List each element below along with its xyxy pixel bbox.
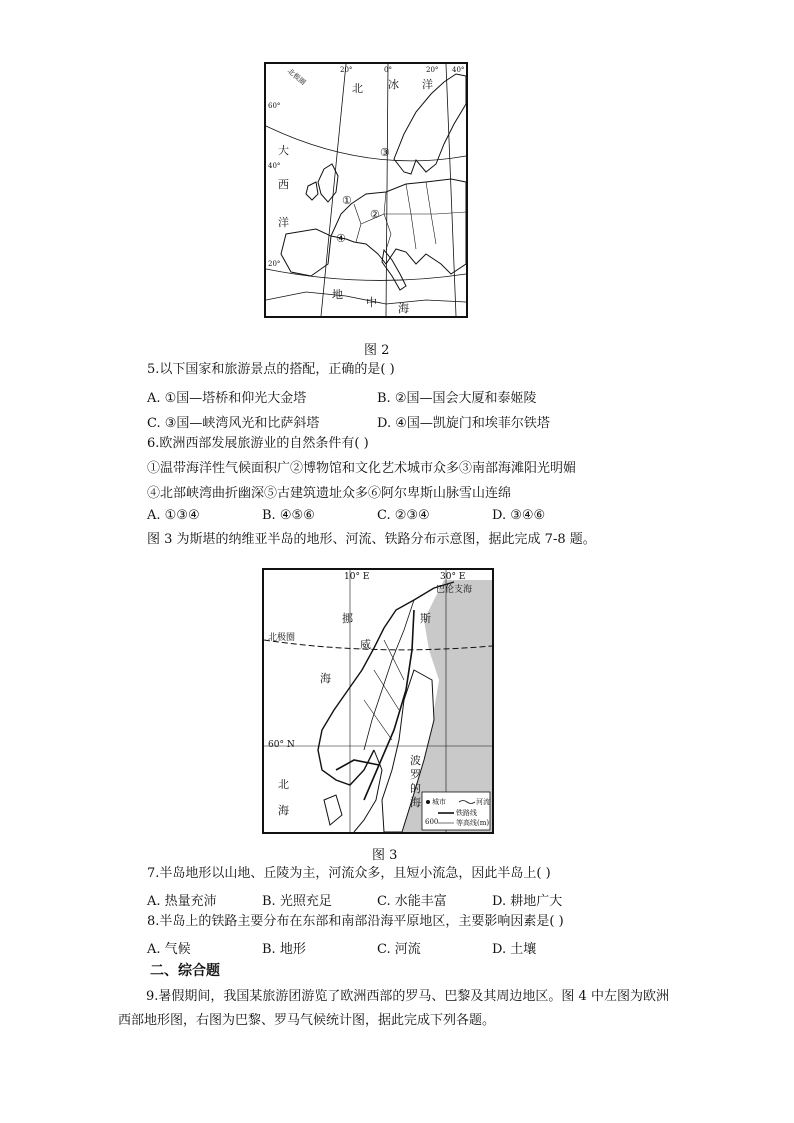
question-8-option-c[interactable]: C. 河流 [377, 942, 421, 957]
scandinavia-map-drawing [264, 570, 492, 832]
mediterranean-di-label: 地 [332, 288, 343, 301]
question-7-option-c[interactable]: C. 水能丰富 [377, 894, 447, 909]
norwegian-sea-wei-label: 威 [360, 638, 371, 651]
circle-2-label: ② [370, 208, 380, 221]
baltic-sea-hai-label: 海 [410, 796, 421, 809]
figure-3-intro: 图 3 为斯堪的纳维亚半岛的地形、河流、铁路分布示意图，据此完成 7-8 题。 [147, 532, 596, 547]
legend-city: 城市 [432, 798, 446, 806]
question-6-option-a[interactable]: A. ①③④ [147, 508, 200, 523]
europe-map-drawing [266, 64, 466, 316]
arctic-ocean-north-label: 北 [352, 82, 363, 95]
section-2-heading: 二、综合题 [150, 963, 220, 979]
question-6-items-line-1: ①温带海洋性气候面积广②博物馆和文化艺术城市众多③南部海滩阳光明媚 [147, 461, 577, 476]
question-5-stem: 5.以下国家和旅游景点的搭配，正确的是( ) [147, 362, 395, 377]
question-5-option-c[interactable]: C. ③国—峡湾风光和比萨斜塔 [147, 416, 320, 431]
arctic-circle-label-3: 北极圈 [268, 633, 296, 643]
question-7-option-a[interactable]: A. 热量充沛 [147, 894, 217, 909]
lon-20w-label: 20° [340, 66, 353, 74]
legend-contour: 等高线(m) [456, 819, 490, 827]
mediterranean-hai-label: 海 [398, 302, 409, 315]
question-7-option-d[interactable]: D. 耕地广大 [492, 894, 563, 909]
norwegian-sea-hai-label: 海 [320, 672, 331, 685]
question-6-option-b[interactable]: B. ④⑤⑥ [262, 508, 315, 523]
question-9-text: 9.暑假期间，我国某旅游团游览了欧洲西部的罗马、巴黎及其周边地区。图 4 中左图为欧洲西部地形图，右图为巴黎、罗马气候统计图，据此完成下列各题。 [118, 989, 669, 1028]
question-5-option-b[interactable]: B. ②国—国会大厦和泰姬陵 [377, 391, 537, 406]
question-6-option-d[interactable]: D. ③④⑥ [492, 508, 546, 523]
atlantic-west-label: 西 [278, 178, 289, 191]
figure-2-caption: 图 2 [364, 343, 390, 358]
baltic-sea-de-label: 的 [410, 782, 421, 795]
lon-10e-label: 10° E [344, 572, 370, 582]
atlantic-big-label: 大 [278, 144, 289, 157]
question-6-items-line-2: ④北部峡湾曲折幽深⑤古建筑遗址众多⑥阿尔卑斯山脉雪山连绵 [147, 486, 512, 501]
arctic-ocean-ocean-label: 洋 [422, 78, 433, 91]
norwegian-sea-nuo-label: 挪 [342, 612, 353, 625]
peninsula-si-label: 斯 [420, 612, 431, 625]
question-6-stem: 6.欧洲西部发展旅游业的自然条件有( ) [147, 436, 369, 451]
mediterranean-zhong-label: 中 [366, 296, 377, 309]
arctic-circle-label: 北极圈 [285, 67, 308, 87]
lon-0-label: 0° [384, 66, 392, 74]
legend-contour-value: 600 [425, 818, 439, 826]
question-6-option-c[interactable]: C. ②③④ [377, 508, 430, 523]
lat-20-label: 20° [268, 260, 281, 268]
circle-3-label: ③ [380, 146, 390, 159]
lon-40e-label: 40° [452, 66, 465, 74]
lat-40-label: 40° [268, 162, 281, 170]
question-8-stem: 8.半岛上的铁路主要分布在东部和南部沿海平原地区，主要影响因素是( ) [147, 914, 564, 929]
figure-3-caption: 图 3 [372, 848, 398, 863]
barents-sea-label: 巴伦支海 [436, 585, 473, 595]
question-7-option-b[interactable]: B. 光照充足 [262, 894, 332, 909]
atlantic-ocean-label: 洋 [278, 216, 289, 229]
baltic-sea-luo-label: 罗 [410, 768, 421, 781]
question-7-stem: 7.半岛地形以山地、丘陵为主，河流众多，且短小流急，因此半岛上( ) [147, 866, 551, 881]
question-8-option-d[interactable]: D. 土壤 [492, 942, 537, 957]
lat-60n-label: 60° N [268, 740, 295, 750]
europe-map [264, 62, 468, 318]
arctic-ocean-ice-label: 冰 [388, 78, 399, 91]
circle-4-label: ④ [336, 232, 346, 245]
baltic-sea-bo-label: 波 [410, 754, 421, 767]
lon-20e-label: 20° [426, 66, 439, 74]
legend-river: 河流 [476, 798, 490, 806]
question-8-option-b[interactable]: B. 地形 [262, 942, 306, 957]
lon-30e-label: 30° E [440, 572, 466, 582]
lat-60-label: 60° [268, 102, 281, 110]
question-5-option-a[interactable]: A. ①国—塔桥和仰光大金塔 [147, 391, 307, 406]
scandinavia-map [262, 568, 494, 834]
circle-1-label: ① [342, 194, 352, 207]
question-8-option-a[interactable]: A. 气候 [147, 942, 191, 957]
north-sea-hai-label: 海 [278, 804, 289, 817]
legend-railway: 铁路线 [456, 809, 477, 817]
north-sea-bei-label: 北 [278, 778, 289, 791]
question-5-option-d[interactable]: D. ④国—凯旋门和埃菲尔铁塔 [377, 416, 550, 431]
